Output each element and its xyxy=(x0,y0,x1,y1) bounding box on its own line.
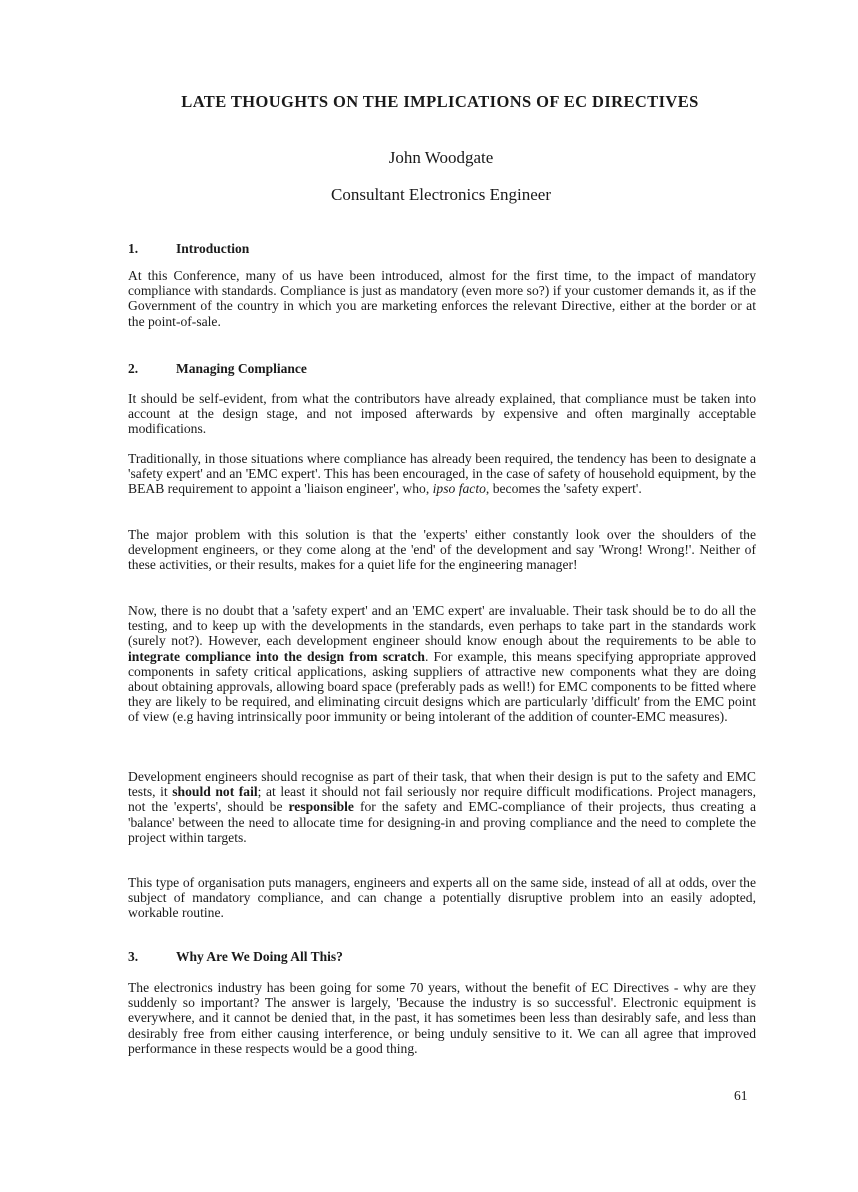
author-name: John Woodgate xyxy=(388,148,494,167)
section-heading-why-are-we-doing-all-this xyxy=(128,949,343,965)
paragraph: Now, there is no doubt that a 'safety expert' and an 'EMC expert' are invaluable. Their task should be to do all the testing, and to keep up with the developments in the standards, even perhaps to take part in the standards work (surely not?). However, each development engineer should know enough about the requirements to be able to integrate compliance into the design from scratch. For example, this means specifying appropriate approved components in safety critical applications, asking suppliers of attractive new components what they are doing about obtaining approvals, allowing board space (preferably pads as well!) for EMC components to be fitted where they are likely to be required, and eliminating circuit designs which are particularly 'difficult' from the EMC point of view (e.g having intrinsically poor immunity or being intolerant of the addition of counter-EMC measures). xyxy=(128,603,756,725)
section-title: Managing Compliance xyxy=(176,361,307,376)
section-title: Why Are We Doing All This? xyxy=(176,949,343,964)
paragraph: Traditionally, in those situations where compliance has already been required, the tendency has been to designate a 'safety expert' and an 'EMC expert'. This has been encouraged, in the case of safety of household equipment, by the BEAB requirement to appoint a 'liaison engineer', who, ipso facto, becomes the 'safety expert'. xyxy=(128,451,756,497)
bold-phrase: responsible xyxy=(288,799,354,815)
italic-phrase: ipso facto xyxy=(432,481,486,497)
paragraph: The electronics industry has been going for some 70 years, without the benefit of EC Directives - why are they suddenly so important? The answer is largely, 'Because the industry is so successful'. Electronic equipment is everywhere, and it cannot be denied that, in the past, it has sometimes been less than desirably safe, and less than desirably free from either causing interference, or being unduly sensitive to it. We can all agree that improved performance in these respects would be a good thing. xyxy=(128,980,756,1056)
document-title: LATE THOUGHTS ON THE IMPLICATIONS OF EC DIRECTIVES xyxy=(181,92,699,111)
bold-phrase: integrate compliance into the design from scratch xyxy=(128,648,425,664)
paragraph: It should be self-evident, from what the contributors have already explained, that compliance must be taken into account at the design stage, and not imposed afterwards by expensive and often marginally acceptable modifications. xyxy=(128,391,756,437)
section-title: Introduction xyxy=(176,241,250,256)
paragraph: At this Conference, many of us have been introduced, almost for the first time, to the impact of mandatory compliance with standards. Compliance is just as mandatory (even more so?) if your customer demands it, as if the Government of the country in which you are marketing enforces the relevant Directive, either at the border or at the point-of-sale. xyxy=(128,268,756,329)
bold-phrase: should not fail xyxy=(172,784,258,800)
section-heading-managing-compliance xyxy=(128,361,307,377)
page-number: 61 xyxy=(734,1088,748,1103)
section-number: 1. xyxy=(128,241,139,256)
section-number: 2. xyxy=(128,361,139,376)
section-number: 3. xyxy=(128,949,139,964)
paragraph: This type of organisation puts managers, engineers and experts all on the same side, instead of all at odds, over the subject of mandatory compliance, and can change a potentially disruptive problem into an easily adopted, workable routine. xyxy=(128,875,756,921)
paragraph: Development engineers should recognise as part of their task, that when their design is put to the safety and EMC tests, it should not fail; at least it should not fail seriously nor require difficult modifications. Project managers, not the 'experts', should be responsible for the safety and EMC-compliance of their projects, thus creating a 'balance' between the need to allocate time for designing-in and proving compliance and the need to complete the project within targets. xyxy=(128,769,757,845)
author-affiliation: Consultant Electronics Engineer xyxy=(331,185,551,204)
paragraph: The major problem with this solution is that the 'experts' either constantly look over the shoulders of the development engineers, or they come along at the 'end' of the development and say 'Wrong! Wrong!'. Neither of these activities, or their results, makes for a quiet life for the engineering manager! xyxy=(128,527,756,573)
section-heading-introduction xyxy=(128,241,249,257)
